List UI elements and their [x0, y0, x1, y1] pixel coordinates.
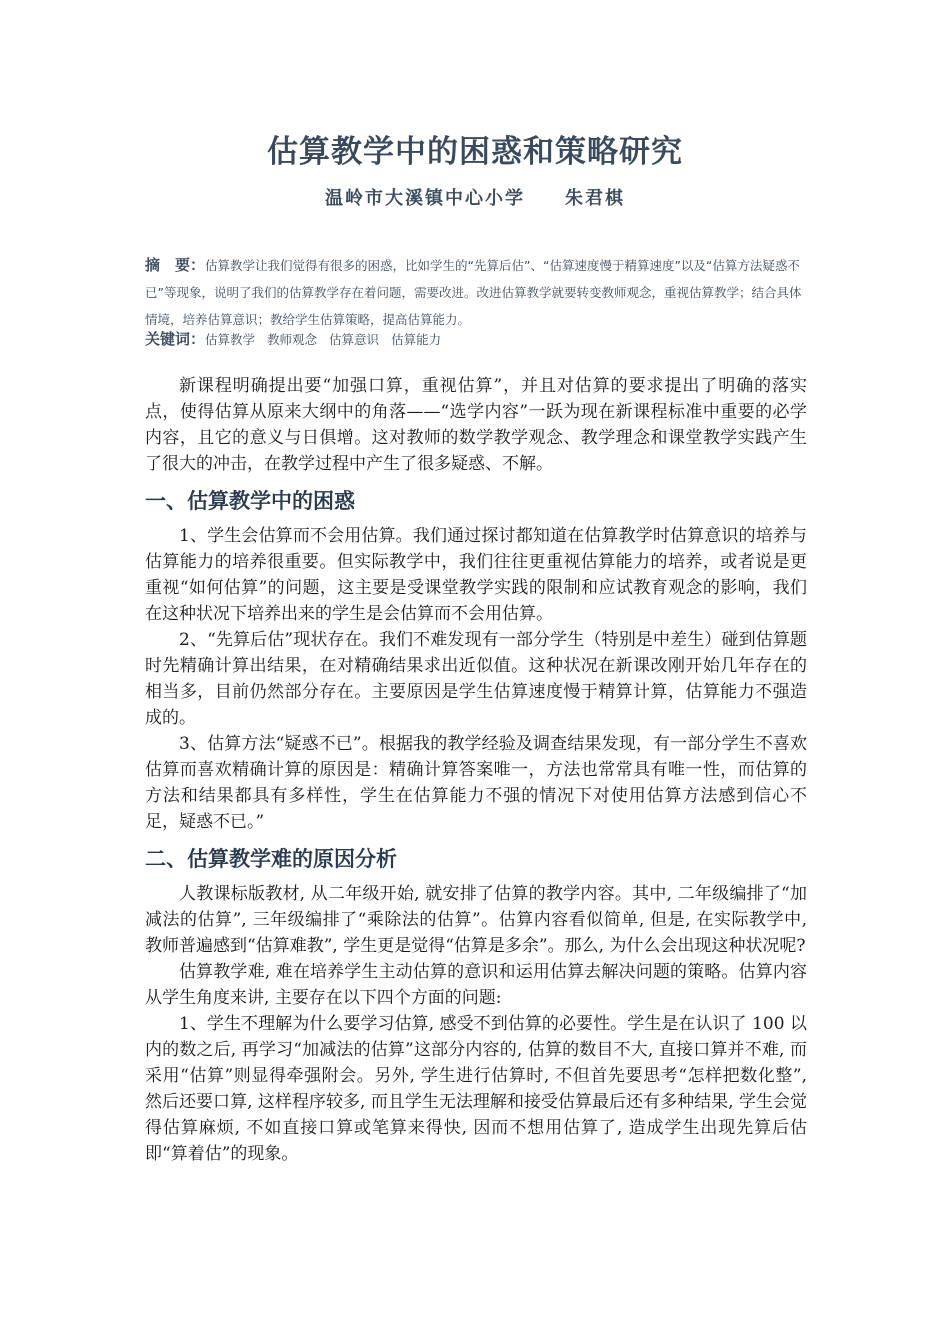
section2-paragraph-1: 人教课标版教材, 从二年级开始, 就安排了估算的教学内容。其中, 二年级编排了“加减法的估算”, 三年级编排了“乘除法的估算”。估算内容看似简单, 但是, 在实际教学中, 教师普遍感到“估算难教”, 学生更是觉得“估算是多余”。那么, 为什么会出现这种状况呢? [145, 884, 807, 956]
section1-paragraph-1: 1、学生会估算而不会用估算。我们通过探讨都知道在估算教学时估算意识的培养与估算能力的培养很重要。但实际教学中，我们往往更重视估算能力的培养，或者说是更重视“如何估算”的问题，这主要是受课堂教学实践的限制和应试教育观念的影响，我们在这种状况下培养出来的学生是会估算而不会用估算。 [145, 526, 807, 624]
keyword-item: 估算意识 [329, 332, 380, 347]
section1-paragraph-2: 2、“先算后估”现状存在。我们不难发现有一部分学生（特别是中差生）碰到估算题时先精确计算出结果，在对精确结果求出近似值。这种状况在新课改刚开始几年存在的相当多，目前仍然部分存在。主要原因是学生估算速度慢于精算计算，估算能力不强造成的。 [145, 630, 807, 728]
author-line [0, 186, 950, 212]
keywords [145, 326, 810, 353]
intro-paragraph: 新课程明确提出要“加强口算，重视估算”，并且对估算的要求提出了明确的落实点，使得估算从原来大纲中的角落——“选学内容”一跃为现在新课程标准中重要的必学内容，且它的意义与日俱增。这对教师的数学教学观念、教学理念和课堂教学实践产生了很大的冲击，在教学过程中产生了很多疑惑、不解。 [145, 376, 807, 474]
section-heading-1: 一、估算教学中的困惑 [145, 489, 355, 513]
keyword-item: 估算能力 [391, 332, 442, 347]
keyword-item: 估算教学 [205, 332, 256, 347]
page-title: 估算教学中的困惑和策略研究 [267, 134, 683, 170]
author-school: 温岭市大溪镇中心小学 [325, 188, 525, 209]
keywords-label: 关键词： [145, 330, 206, 348]
abstract [145, 252, 810, 333]
author-name: 朱君棋 [565, 188, 625, 209]
section2-paragraph-3: 1、学生不理解为什么要学习估算, 感受不到估算的必要性。学生是在认识了 100 以内的数之后, 再学习“加减法的估算”这部分内容的, 估算的数目不大, 直接口算并不难, 而采用“估算”则显得牵强附会。另外, 学生进行估算时, 不但首先要思考“怎样把数化整”, 然后还要口算, 这样程序较多, 而且学生无法理解和接受估算最后还有多种结果, 学生会觉得估算麻烦, 不如直接口算或笔算来得快, 因而不想用估算了, 造成学生出现先算后估即“算着估”的现象。 [145, 1014, 807, 1164]
article-body [145, 373, 807, 1167]
abstract-label: 摘 要： [145, 256, 206, 274]
keyword-item: 教师观念 [267, 332, 318, 347]
section2-paragraph-2: 估算教学难, 难在培养学生主动估算的意识和运用估算去解决问题的策略。估算内容从学生角度来讲, 主要存在以下四个方面的问题: [145, 962, 807, 1008]
abstract-text: 估算教学让我们觉得有很多的困惑，比如学生的“先算后估”、“估算速度慢于精算速度”以及“估算方法疑惑不已”等现象，说明了我们的估算教学存在着问题，需要改进。改进估算教学就要转变教师观念，重视估算教学；结合具体情境，培养估算意识；教给学生估算策略，提高估算能力。 [145, 258, 802, 327]
section1-paragraph-3: 3、估算方法“疑惑不已”。根据我的教学经验及调查结果发现，有一部分学生不喜欢估算而喜欢精确计算的原因是：精确计算答案唯一，方法也常常具有唯一性，而估算的方法和结果都具有多样性，学生在估算能力不强的情况下对使用估算方法感到信心不足，疑惑不已。” [145, 734, 807, 832]
section-heading-2: 二、估算教学难的原因分析 [145, 847, 397, 871]
